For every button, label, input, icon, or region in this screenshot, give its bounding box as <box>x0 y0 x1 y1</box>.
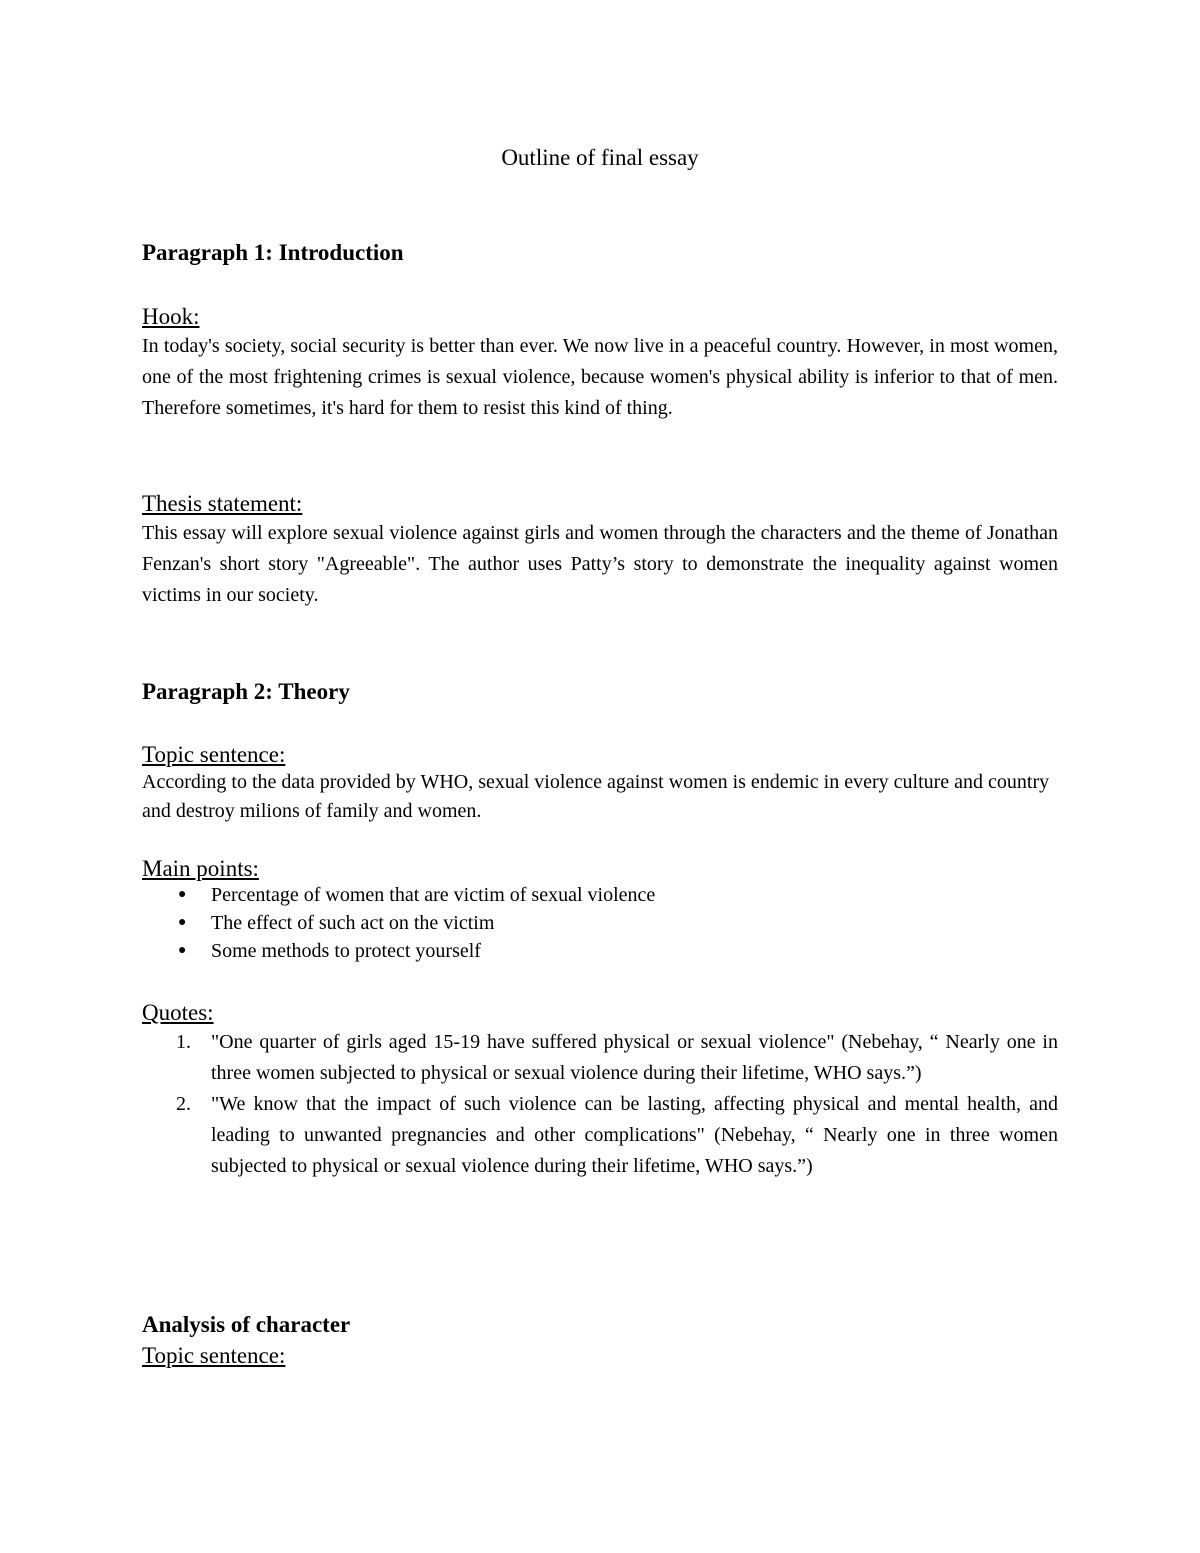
bullet-icon: ● <box>178 887 187 902</box>
main-points-list <box>142 881 1058 965</box>
topic-sentence-label: Topic sentence: <box>142 742 286 767</box>
document-title: Outline of final essay <box>501 145 699 170</box>
list-item: ● Percentage of women that are victim of sexual violence <box>142 881 1058 909</box>
main-points-label: Main points: <box>142 856 259 881</box>
list-item: ● The effect of such act on the victim <box>142 909 1058 937</box>
analysis-heading: Analysis of character <box>142 1312 351 1337</box>
analysis-topic-label: Topic sentence: <box>142 1343 286 1368</box>
hook-text: In today's society, social security is better than ever. We now live in a peaceful country. However, in most women, one of the most frightening crimes is sexual violence, because women's physical ability is inferior to that of men. Therefore sometimes, it's hard for them to resist this kind of thing. <box>142 335 1058 419</box>
thesis-label: Thesis statement: <box>142 491 303 516</box>
list-item: 1. "One quarter of girls aged 15-19 have suffered physical or sexual violence" (Nebehay, “ Nearly one in three women subjected to physical or sexual violence during their lifetime, WHO says.”) <box>176 1031 1058 1084</box>
bullet-icon: ● <box>178 943 187 958</box>
topic-sentence-text: According to the data provided by WHO, sexual violence against women is endemic in every culture and country and destroy milions of family and women. <box>142 771 1050 822</box>
list-item: ● Some methods to protect yourself <box>142 937 1058 965</box>
hook-label: Hook: <box>142 304 200 329</box>
thesis-text: This essay will explore sexual violence against girls and women through the characters and the theme of Jonathan Fenzan's short story "Agreeable". The author uses Patty’s story to demonstrate the inequality against women victims in our society. <box>142 522 1058 606</box>
bullet-icon: ● <box>178 915 187 930</box>
paragraph1-heading: Paragraph 1: Introduction <box>142 240 404 265</box>
paragraph2-heading: Paragraph 2: Theory <box>142 679 350 704</box>
quotes-label: Quotes: <box>142 1000 214 1025</box>
list-item: 2. "We know that the impact of such violence can be lasting, affecting physical and mental health, and leading to unwanted pregnancies and other complications" (Nebehay, “ Nearly one in three women subjected to physical or sexual violence during their lifetime, WHO says.”) <box>176 1093 1058 1177</box>
quotes-list <box>142 1027 1058 1182</box>
